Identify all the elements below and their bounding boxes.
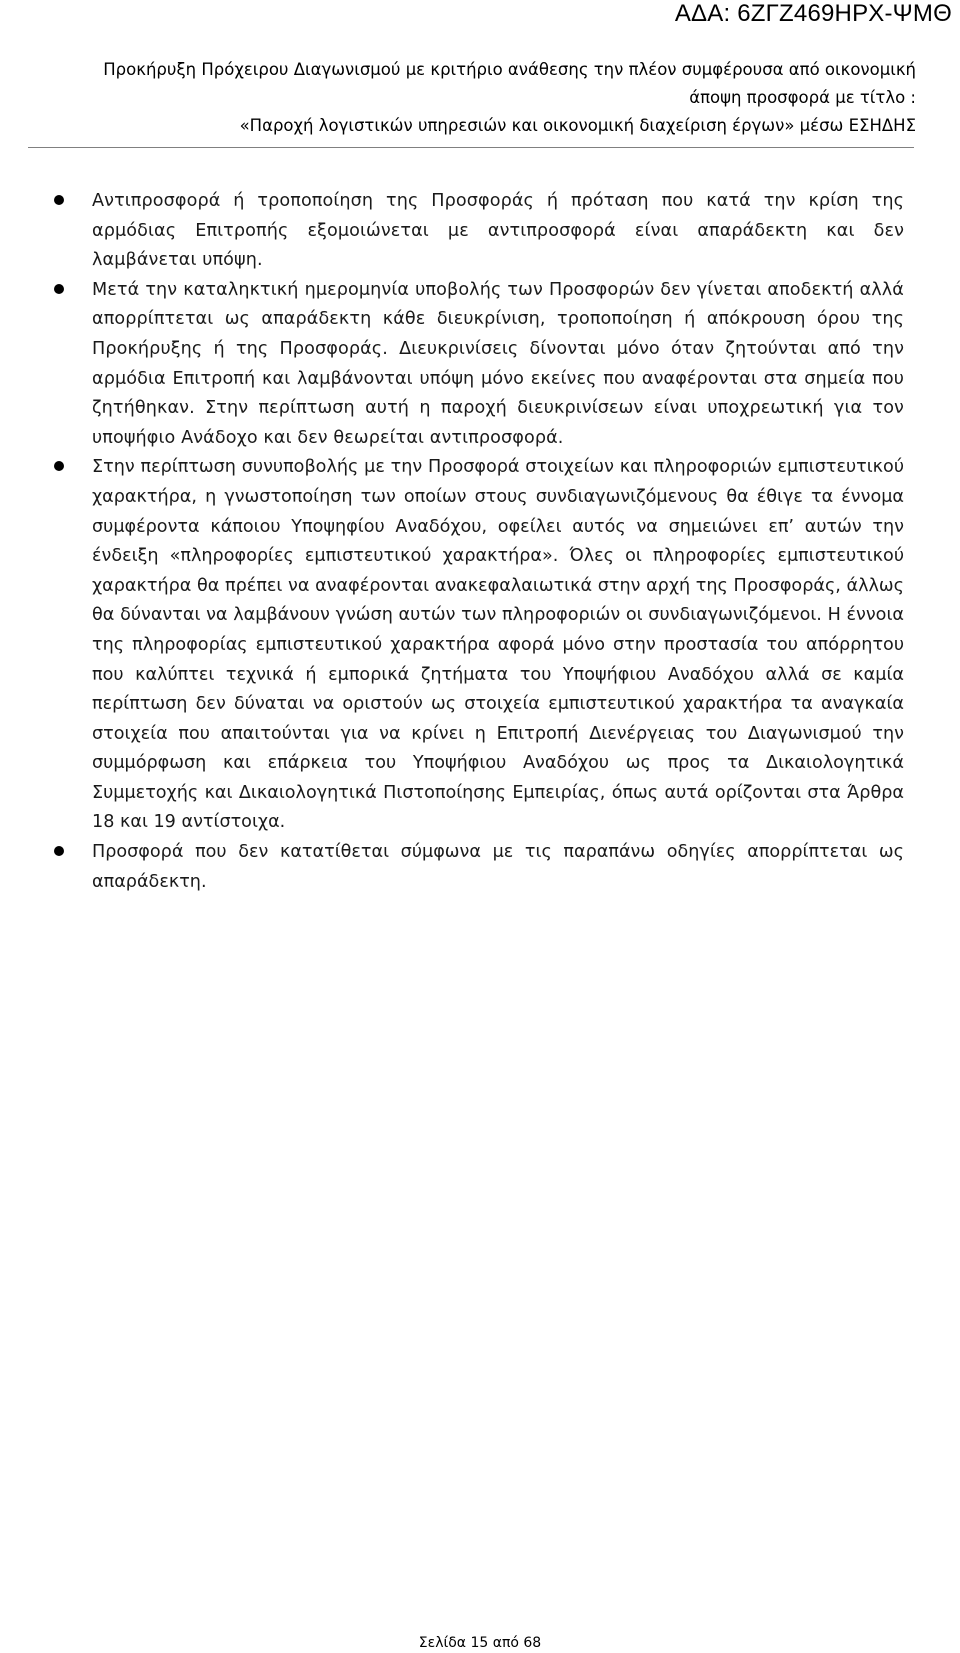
list-item [0,187,960,276]
list-item-text: Μετά την καταληκτική ημερομηνία υποβολής των Προσφορών δεν γίνεται αποδεκτή αλλά απορρίπτεται ως απαράδεκτη κάθε διευκρίνιση, τροποποίηση ή απόκρουση όρου της Προκήρυξης ή της Προσφοράς. Διευκρινίσεις δίνονται μόνο όταν ζητούνται από την αρμόδια Επιτροπή και λαμβάνονται υπόψη μόνο εκείνες που αναφέρονται στα σημεία που ζητήθηκαν. Στην περίπτωση αυτή η παροχή διευκρινίσεων είναι υποχρεωτική για τον υποψήφιο Ανάδοχο και δεν θεωρείται αντιπροσφορά. [92,279,904,448]
header-divider [28,147,914,148]
list-item [0,453,960,838]
document-header [20,56,916,140]
ada-code: ΑΔΑ: 6ΖΓΖ469ΗΡΧ-ΨΜΘ [674,0,952,27]
header-line-2: άποψη προσφορά με τίτλο : [689,88,916,107]
list-item-text: Αντιπροσφορά ή τροποποίηση της Προσφοράς ή πρόταση που κατά την κρίση της αρμόδιας Επιτροπής εξομοιώνεται με αντιπροσφορά είναι απαράδεκτη και δεν λαμβάνεται υπόψη. [92,191,904,271]
header-line-1: Προκήρυξη Πρόχειρου Διαγωνισμού με κριτήριο ανάθεσης την πλέον συμφέρουσα από οικονομική [103,60,916,79]
list-item [0,838,960,897]
bullet-icon [54,195,64,205]
list-item-text: Στην περίπτωση συνυποβολής με την Προσφορά στοιχείων και πληροφοριών εμπιστευτικού χαρακτήρα, η γνωστοποίηση των οποίων στους συνδιαγωνιζόμενους θα έθιγε τα έννομα συμφέροντα κάποιου Υποψηφίου Αναδόχου, οφείλει αυτός να σημειώνει επ’ αυτών την ένδειξη «πληροφορίες εμπιστευτικού χαρακτήρα». Όλες οι πληροφορίες εμπιστευτικού χαρακτήρα θα πρέπει να αναφέρονται ανακεφαλαιωτικά στην αρχή της Προσφοράς, άλλως θα δύνανται να λαμβάνουν γνώση αυτών των πληροφοριών οι συνδιαγωνιζόμενοι. Η έννοια της πληροφορίας εμπιστευτικού χαρακτήρα αφορά μόνο στην προστασία του απόρρητου που καλύπτει τεχνικά ή εμπορικά ζητήματα του Υποψήφιου Αναδόχου αλλά σε καμία περίπτωση δεν δύναται να οριστούν ως στοιχεία εμπιστευτικού χαρακτήρα τα αναγκαία στοιχεία που απαιτούνται για να κρίνει η Επιτροπή Διενέργειας του Διαγωνισμού την συμμόρφωση και επάρκεια του Υποψήφιου Αναδόχου ως προς τα Δικαιολογητικά Συμμετοχής και Δικαιολογητικά Πιστοποίησης Εμπειρίας, όπως αυτά ορίζονται στα Άρθρα 18 και 19 αντίστοιχα. [92,457,904,833]
header-line-3: «Παροχή λογιστικών υπηρεσιών και οικονομική διαχείριση έργων» μέσω ΕΣΗΔΗΣ [239,116,916,135]
bullet-list [0,187,960,897]
bullet-icon [54,846,64,856]
bullet-icon [54,284,64,294]
list-item [0,276,960,454]
page-number: Σελίδα 15 από 68 [418,1635,542,1651]
bullet-icon [54,461,64,471]
list-item-text: Προσφορά που δεν κατατίθεται σύμφωνα με τις παραπάνω οδηγίες απορρίπτεται ως απαράδεκτη. [92,842,904,892]
